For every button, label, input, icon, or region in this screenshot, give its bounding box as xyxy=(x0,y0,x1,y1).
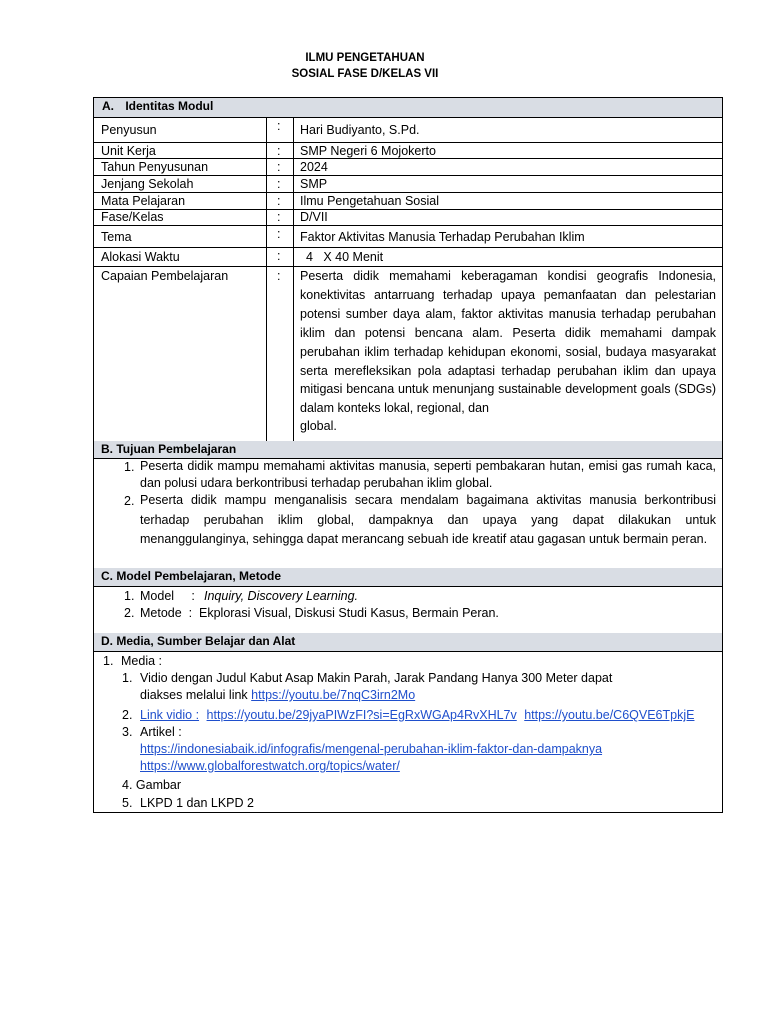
artikel-label: Artikel : xyxy=(140,725,182,739)
section-c-heading: C. Model Pembelajaran, Metode xyxy=(94,568,722,586)
value-tema: Faktor Aktivitas Manusia Terhadap Perubahan Iklim xyxy=(300,230,585,244)
colon: : xyxy=(277,194,281,208)
label-tema: Tema xyxy=(101,230,132,244)
artikel-link-globalforestwatch[interactable]: https://www.globalforestwatch.org/topics/water/ xyxy=(140,759,400,773)
media-item-gambar: 4. Gambar xyxy=(122,778,182,792)
value-mata-pelajaran: Ilmu Pengetahuan Sosial xyxy=(300,194,439,208)
artikel-link-indonesiabaik[interactable]: https://indonesiabaik.id/infografis/mengenal-perubahan-iklim-faktor-dan-dampaknya xyxy=(140,742,603,756)
value-capaian-pembelajaran: Peserta didik memahami keberagaman kondisi geografis Indonesia, konektivitas antarruang terhadap upaya pemanfaatan dan pelestarian potensi sumber daya alam, faktor aktivitas manusia terhadap perubahan iklim dan potensi bencana alam. Peserta didik memahami dampak perubahan iklim terhadap kehidupan ekonomi, sosial, budaya masyarakat serta merefleksikan pola adaptasi terhadap perubahan iklim dan upaya mitigasi bencana untuk menunjang sustainable development goals (SDGs) dalam konteks lokal, regional, dan xyxy=(300,269,716,416)
label-capaian-pembelajaran: Capaian Pembelajaran xyxy=(101,269,229,283)
link-vidio-label[interactable]: Link vidio : xyxy=(140,708,200,722)
metode-item-number: 1. xyxy=(124,589,135,603)
colon: : xyxy=(277,144,281,158)
value-capaian-pembelajaran-end: global. xyxy=(300,419,337,433)
value-tahun-penyusunan: 2024 xyxy=(300,160,328,174)
document-title-line-1: ILMU PENGETAHUAN xyxy=(305,52,425,64)
media-item-lkpd: LKPD 1 dan LKPD 2 xyxy=(140,796,254,810)
section-b-heading: B. Tujuan Pembelajaran xyxy=(94,441,722,458)
section-a-heading-number: A. xyxy=(102,99,114,113)
tujuan-item-number: 2. xyxy=(124,494,135,508)
colon: : xyxy=(277,210,281,224)
media-item-1-prefix: diakses melalui link xyxy=(140,688,248,702)
label-penyusun: Penyusun xyxy=(101,123,157,137)
metode-item-number: 2. xyxy=(124,606,135,620)
media-item-number: 5. xyxy=(122,796,133,810)
media-item-1-text: Vidio dengan Judul Kabut Asap Makin Parah, Jarak Pandang Hanya 300 Meter dapat xyxy=(140,671,613,685)
label-unit-kerja: Unit Kerja xyxy=(101,144,156,158)
label-tahun-penyusunan: Tahun Penyusunan xyxy=(101,160,209,174)
document-title-line-2: SOSIAL FASE D/KELAS VII xyxy=(291,68,439,80)
media-item-number: 3. xyxy=(122,725,133,739)
youtube-link-kabut-asap[interactable]: https://youtu.be/7nqC3irn2Mo xyxy=(251,688,416,702)
value-alokasi-waktu: 4 X 40 Menit xyxy=(306,250,384,264)
colon: : xyxy=(277,160,281,174)
metode-label: Metode : xyxy=(140,606,193,620)
media-label: Media : xyxy=(121,654,162,668)
media-item-number: 2. xyxy=(122,708,133,722)
youtube-link-2[interactable]: https://youtu.be/29jyaPIWzFI?si=EgRxWGAp4RvXHL7v xyxy=(206,708,517,722)
model-label: Model : xyxy=(140,589,195,603)
value-unit-kerja: SMP Negeri 6 Mojokerto xyxy=(300,144,436,158)
colon: : xyxy=(277,249,281,263)
colon: : xyxy=(277,119,281,133)
section-a-heading xyxy=(94,98,722,117)
value-jenjang-sekolah: SMP xyxy=(300,177,328,191)
label-alokasi-waktu: Alokasi Waktu xyxy=(101,250,180,264)
colon: : xyxy=(277,269,281,283)
model-value: Inquiry, Discovery Learning. xyxy=(204,589,359,603)
colon: : xyxy=(277,177,281,191)
tujuan-item-number: 1. xyxy=(124,460,135,474)
value-fase-kelas: D/VII xyxy=(300,210,328,224)
tujuan-item-text: Peserta didik mampu menganalisis secara mendalam bagaimana aktivitas manusia berkontribusi terhadap perubahan iklim global, dampaknya dan upaya yang dapat dilakukan untuk menanggulanginya, sehingga dapat merancang sebuah ide kreatif atau gagasan untuk bermain peran. xyxy=(140,493,716,546)
metode-value: Ekplorasi Visual, Diskusi Studi Kasus, Bermain Peran. xyxy=(199,606,499,620)
label-jenjang-sekolah: Jenjang Sekolah xyxy=(101,177,194,191)
label-fase-kelas: Fase/Kelas xyxy=(101,210,164,224)
youtube-link-3[interactable]: https://youtu.be/C6QVE6TpkjE xyxy=(524,708,695,722)
value-penyusun: Hari Budiyanto, S.Pd. xyxy=(300,123,420,137)
media-item-2 xyxy=(140,707,694,723)
media-item-1-text-2 xyxy=(140,687,415,703)
media-number: 1. xyxy=(103,654,114,668)
media-item-number: 1. xyxy=(122,671,133,685)
colon: : xyxy=(277,227,281,241)
module-table xyxy=(93,97,723,813)
section-d-heading: D. Media, Sumber Belajar dan Alat xyxy=(94,633,722,651)
section-a-heading-text: Identitas Modul xyxy=(125,99,214,113)
label-mata-pelajaran: Mata Pelajaran xyxy=(101,194,186,208)
tujuan-item-text: Peserta didik mampu memahami aktivitas manusia, seperti pembakaran hutan, emisi gas rumah kaca, dan polusi udara berkontribusi terhadap perubahan iklim global. xyxy=(140,459,716,490)
